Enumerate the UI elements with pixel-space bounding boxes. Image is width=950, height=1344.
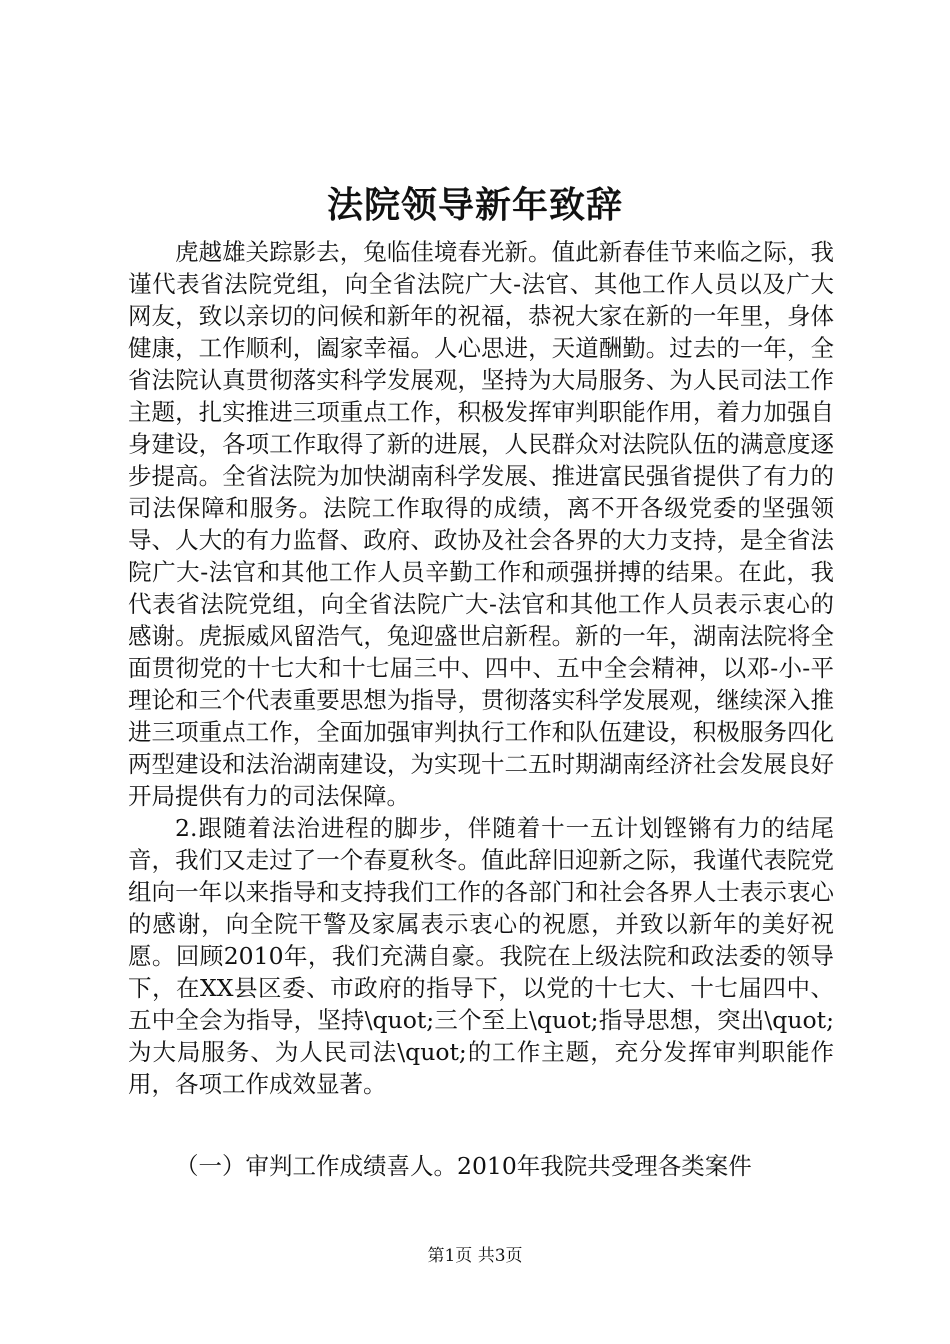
document-title: 法院领导新年致辞 xyxy=(326,184,623,226)
paragraph-2: 2.跟随着法治进程的脚步，伴随着十一五计划铿锵有力的结尾音，我们又走过了一个春夏秋冬。值此辞旧迎新之际，我谨代表院党组向一年以来指导和支持我们工作的各部门和社会各界人士表示衷心的感谢，向全院干警及家属表示衷心的祝愿，并致以新年的美好祝愿。回顾2010年，我们充满自豪。我院在上级法院和政法委的领导下，在XX县区委、市政府的指导下，以党的十七大、十七届四中、五中全会为指导，坚持\quot;三个至上\quot;指导思想，突出\quot;为大局服务、为人民司法\quot;的工作主题，充分发挥审判职能作用，各项工作成效显著。 xyxy=(128,814,834,1098)
page-footer: 第1页 共3页 xyxy=(427,1246,523,1266)
document-body xyxy=(128,236,834,1100)
paragraph-3: （一）审判工作成绩喜人。2010年我院共受理各类案件 xyxy=(175,1152,752,1180)
paragraph-1: 虎越雄关踪影去，兔临佳境春光新。值此新春佳节来临之际，我谨代表省法院党组，向全省法院广大-法官、其他工作人员以及广大网友，致以亲切的问候和新年的祝福，恭祝大家在新的一年里，身体健康，工作顺利，阖家幸福。人心思进，天道酬勤。过去的一年，全省法院认真贯彻落实科学发展观，坚持为大局服务、为人民司法工作主题，扎实推进三项重点工作，积极发挥审判职能作用，着力加强自身建设，各项工作取得了新的进展，人民群众对法院队伍的满意度逐步提高。全省法院为加快湖南科学发展、推进富民强省提供了有力的司法保障和服务。法院工作取得的成绩，离不开各级党委的坚强领导、人大的有力监督、政府、政协及社会各界的大力支持，是全省法院广大-法官和其他工作人员辛勤工作和顽强拼搏的结果。在此，我代表省法院党组，向全省法院广大-法官和其他工作人员表示衷心的感谢。虎振威风留浩气，兔迎盛世启新程。新的一年，湖南法院将全面贯彻党的十七大和十七届三中、四中、五中全会精神，以邓-小-平理论和三个代表重要思想为指导，贯彻落实科学发展观，继续深入推进三项重点工作，全面加强审判执行工作和队伍建设，积极服务四化两型建设和法治湖南建设，为实现十二五时期湖南经济社会发展良好开局提供有力的司法保障。 xyxy=(128,238,834,810)
